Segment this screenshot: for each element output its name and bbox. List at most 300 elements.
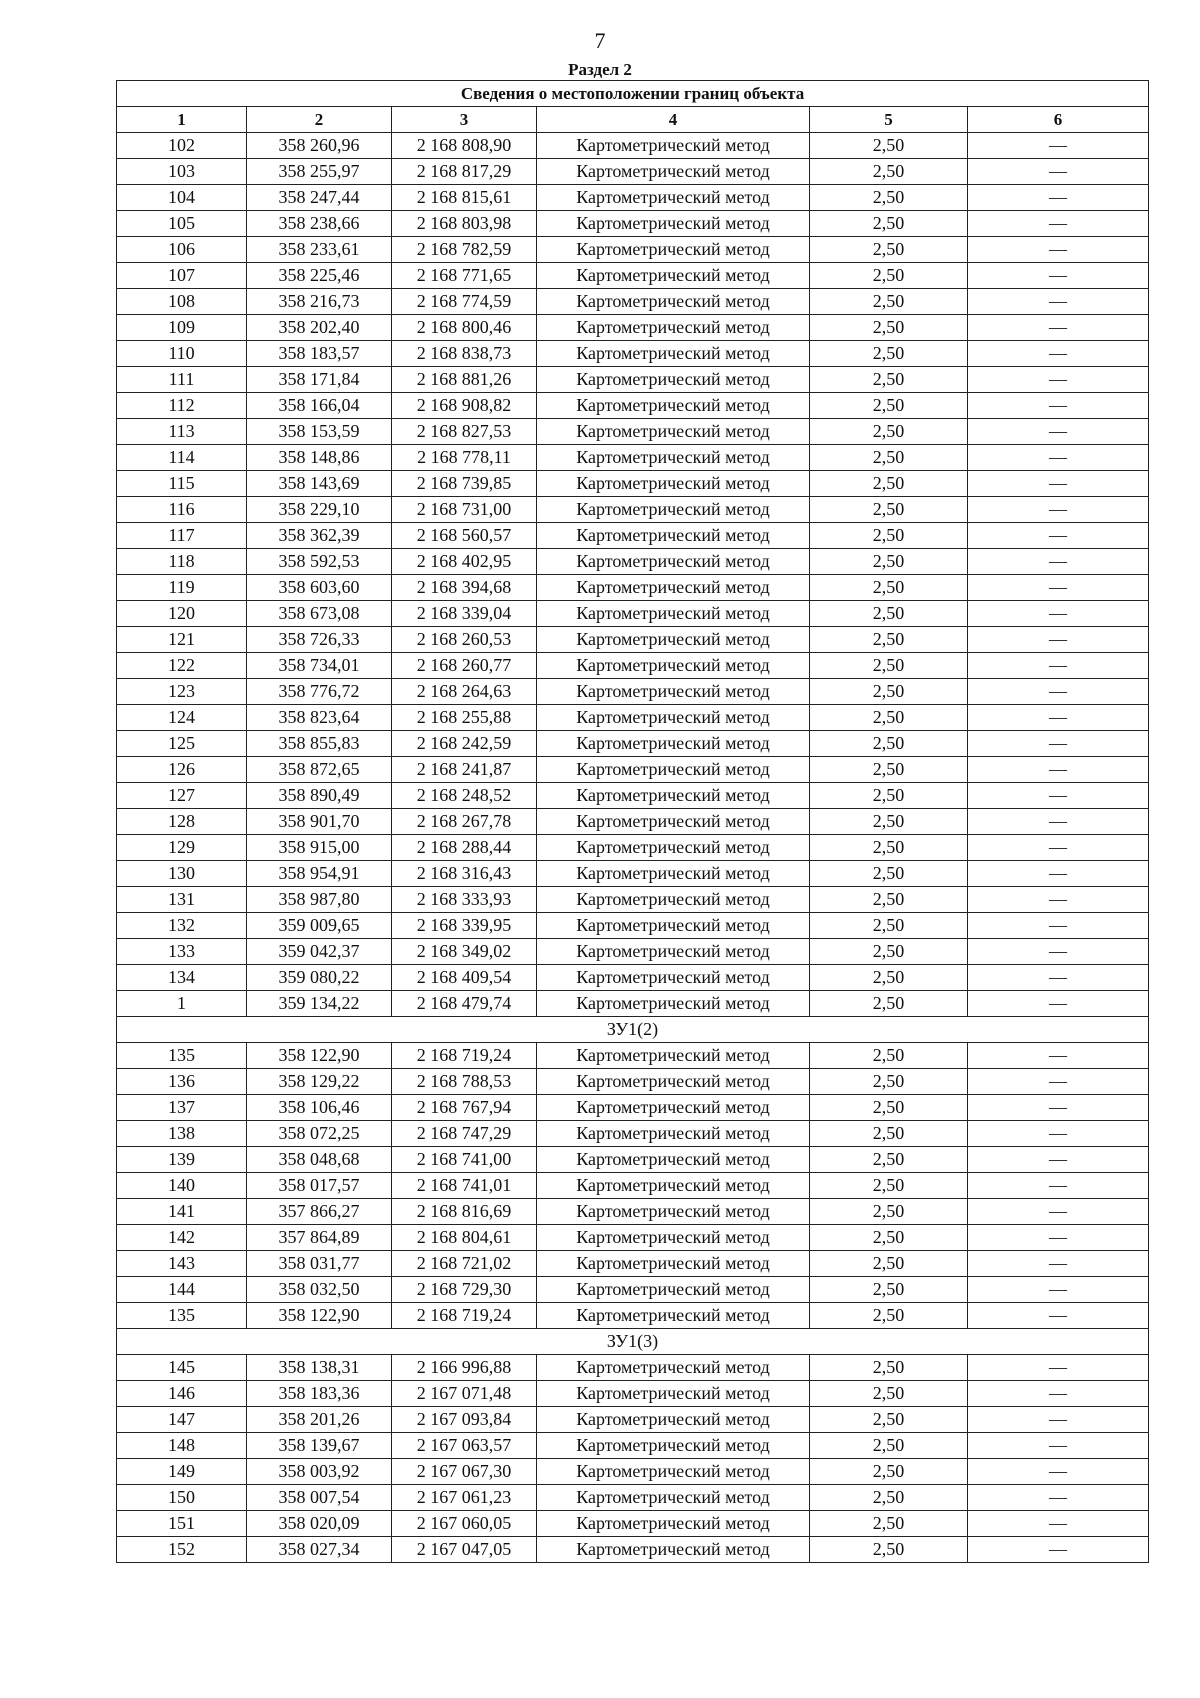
point-number-cell: 147 [117,1407,247,1433]
description-cell: — [968,393,1149,419]
table-row [117,263,1149,289]
x-coordinate-cell: 358 171,84 [247,367,392,393]
table-row [117,991,1149,1017]
description-cell: — [968,315,1149,341]
y-coordinate-cell: 2 168 816,69 [392,1199,537,1225]
y-coordinate-cell: 2 168 339,95 [392,913,537,939]
point-number-cell: 125 [117,731,247,757]
table-row [117,887,1149,913]
group-label: ЗУ1(3) [117,1329,1149,1355]
point-number-cell: 149 [117,1459,247,1485]
column-number-row [117,107,1149,133]
column-header: 4 [537,107,810,133]
point-number-cell: 152 [117,1537,247,1563]
table-row [117,1511,1149,1537]
table-row [117,1381,1149,1407]
description-cell: — [968,575,1149,601]
description-cell: — [968,731,1149,757]
accuracy-cell: 2,50 [810,289,968,315]
y-coordinate-cell: 2 168 349,02 [392,939,537,965]
point-number-cell: 140 [117,1173,247,1199]
x-coordinate-cell: 359 134,22 [247,991,392,1017]
description-cell: — [968,679,1149,705]
accuracy-cell: 2,50 [810,1407,968,1433]
point-number-cell: 119 [117,575,247,601]
point-number-cell: 138 [117,1121,247,1147]
method-cell: Картометрический метод [537,289,810,315]
y-coordinate-cell: 2 168 260,53 [392,627,537,653]
x-coordinate-cell: 358 603,60 [247,575,392,601]
x-coordinate-cell: 358 072,25 [247,1121,392,1147]
table-row [117,549,1149,575]
description-cell: — [968,1381,1149,1407]
point-number-cell: 128 [117,809,247,835]
accuracy-cell: 2,50 [810,705,968,731]
point-number-cell: 131 [117,887,247,913]
point-number-cell: 113 [117,419,247,445]
y-coordinate-cell: 2 168 242,59 [392,731,537,757]
y-coordinate-cell: 2 168 560,57 [392,523,537,549]
point-number-cell: 142 [117,1225,247,1251]
table-row [117,939,1149,965]
y-coordinate-cell: 2 168 881,26 [392,367,537,393]
table-row [117,289,1149,315]
description-cell: — [968,497,1149,523]
description-cell: — [968,991,1149,1017]
point-number-cell: 106 [117,237,247,263]
description-cell: — [968,1355,1149,1381]
table-row [117,367,1149,393]
point-number-cell: 115 [117,471,247,497]
method-cell: Картометрический метод [537,1147,810,1173]
y-coordinate-cell: 2 168 782,59 [392,237,537,263]
y-coordinate-cell: 2 168 402,95 [392,549,537,575]
method-cell: Картометрический метод [537,835,810,861]
method-cell: Картометрический метод [537,783,810,809]
description-cell: — [968,965,1149,991]
accuracy-cell: 2,50 [810,1251,968,1277]
description-cell: — [968,367,1149,393]
table-caption: Сведения о местоположении границ объекта [117,81,1149,107]
description-cell: — [968,1095,1149,1121]
description-cell: — [968,523,1149,549]
y-coordinate-cell: 2 167 093,84 [392,1407,537,1433]
description-cell: — [968,471,1149,497]
point-number-cell: 118 [117,549,247,575]
table-row [117,705,1149,731]
accuracy-cell: 2,50 [810,211,968,237]
table-row [117,601,1149,627]
accuracy-cell: 2,50 [810,1069,968,1095]
y-coordinate-cell: 2 168 729,30 [392,1277,537,1303]
x-coordinate-cell: 358 592,53 [247,549,392,575]
y-coordinate-cell: 2 168 804,61 [392,1225,537,1251]
table-row [117,1199,1149,1225]
y-coordinate-cell: 2 168 908,82 [392,393,537,419]
x-coordinate-cell: 359 042,37 [247,939,392,965]
accuracy-cell: 2,50 [810,159,968,185]
column-header: 6 [968,107,1149,133]
x-coordinate-cell: 358 901,70 [247,809,392,835]
y-coordinate-cell: 2 168 267,78 [392,809,537,835]
x-coordinate-cell: 358 031,77 [247,1251,392,1277]
description-cell: — [968,705,1149,731]
method-cell: Картометрический метод [537,367,810,393]
y-coordinate-cell: 2 168 241,87 [392,757,537,783]
method-cell: Картометрический метод [537,887,810,913]
x-coordinate-cell: 358 872,65 [247,757,392,783]
method-cell: Картометрический метод [537,861,810,887]
accuracy-cell: 2,50 [810,679,968,705]
method-cell: Картометрический метод [537,809,810,835]
y-coordinate-cell: 2 167 047,05 [392,1537,537,1563]
method-cell: Картометрический метод [537,263,810,289]
x-coordinate-cell: 358 106,46 [247,1095,392,1121]
x-coordinate-cell: 358 260,96 [247,133,392,159]
table-row [117,471,1149,497]
table-row [117,211,1149,237]
y-coordinate-cell: 2 168 316,43 [392,861,537,887]
description-cell: — [968,1199,1149,1225]
table-row [117,731,1149,757]
y-coordinate-cell: 2 168 778,11 [392,445,537,471]
page-number: 7 [594,28,606,53]
accuracy-cell: 2,50 [810,237,968,263]
accuracy-cell: 2,50 [810,497,968,523]
method-cell: Картометрический метод [537,705,810,731]
description-cell: — [968,289,1149,315]
y-coordinate-cell: 2 167 061,23 [392,1485,537,1511]
description-cell: — [968,1173,1149,1199]
accuracy-cell: 2,50 [810,1095,968,1121]
point-number-cell: 102 [117,133,247,159]
x-coordinate-cell: 358 915,00 [247,835,392,861]
table-row [117,965,1149,991]
method-cell: Картометрический метод [537,1069,810,1095]
point-number-cell: 132 [117,913,247,939]
x-coordinate-cell: 358 183,36 [247,1381,392,1407]
point-number-cell: 121 [117,627,247,653]
column-header: 3 [392,107,537,133]
method-cell: Картометрический метод [537,1043,810,1069]
method-cell: Картометрический метод [537,159,810,185]
description-cell: — [968,835,1149,861]
description-cell: — [968,1303,1149,1329]
x-coordinate-cell: 358 007,54 [247,1485,392,1511]
column-header: 1 [117,107,247,133]
y-coordinate-cell: 2 168 827,53 [392,419,537,445]
x-coordinate-cell: 358 020,09 [247,1511,392,1537]
method-cell: Картометрический метод [537,419,810,445]
point-number-cell: 107 [117,263,247,289]
accuracy-cell: 2,50 [810,549,968,575]
method-cell: Картометрический метод [537,315,810,341]
accuracy-cell: 2,50 [810,1433,968,1459]
accuracy-cell: 2,50 [810,263,968,289]
y-coordinate-cell: 2 168 767,94 [392,1095,537,1121]
y-coordinate-cell: 2 166 996,88 [392,1355,537,1381]
table-caption-row [117,81,1149,107]
description-cell: — [968,1407,1149,1433]
y-coordinate-cell: 2 168 741,00 [392,1147,537,1173]
x-coordinate-cell: 358 017,57 [247,1173,392,1199]
accuracy-cell: 2,50 [810,731,968,757]
table-row [117,783,1149,809]
y-coordinate-cell: 2 168 774,59 [392,289,537,315]
x-coordinate-cell: 357 866,27 [247,1199,392,1225]
y-coordinate-cell: 2 168 747,29 [392,1121,537,1147]
x-coordinate-cell: 358 183,57 [247,341,392,367]
x-coordinate-cell: 358 032,50 [247,1277,392,1303]
accuracy-cell: 2,50 [810,471,968,497]
table-row [117,1303,1149,1329]
method-cell: Картометрический метод [537,913,810,939]
accuracy-cell: 2,50 [810,1511,968,1537]
x-coordinate-cell: 358 003,92 [247,1459,392,1485]
table-body [117,133,1149,1563]
description-cell: — [968,1459,1149,1485]
table-row [117,1537,1149,1563]
description-cell: — [968,341,1149,367]
y-coordinate-cell: 2 168 394,68 [392,575,537,601]
description-cell: — [968,939,1149,965]
point-number-cell: 145 [117,1355,247,1381]
point-number-cell: 141 [117,1199,247,1225]
x-coordinate-cell: 358 238,66 [247,211,392,237]
point-number-cell: 135 [117,1303,247,1329]
accuracy-cell: 2,50 [810,367,968,393]
method-cell: Картометрический метод [537,1355,810,1381]
y-coordinate-cell: 2 168 255,88 [392,705,537,731]
x-coordinate-cell: 358 166,04 [247,393,392,419]
method-cell: Картометрический метод [537,653,810,679]
point-number-cell: 150 [117,1485,247,1511]
description-cell: — [968,1225,1149,1251]
point-number-cell: 122 [117,653,247,679]
method-cell: Картометрический метод [537,1121,810,1147]
table-row [117,159,1149,185]
group-label: ЗУ1(2) [117,1017,1149,1043]
point-number-cell: 112 [117,393,247,419]
method-cell: Картометрический метод [537,1537,810,1563]
x-coordinate-cell: 357 864,89 [247,1225,392,1251]
method-cell: Картометрический метод [537,627,810,653]
table-row [117,861,1149,887]
method-cell: Картометрический метод [537,133,810,159]
y-coordinate-cell: 2 168 409,54 [392,965,537,991]
x-coordinate-cell: 358 233,61 [247,237,392,263]
point-number-cell: 133 [117,939,247,965]
point-number-cell: 105 [117,211,247,237]
boundary-coordinates-table [116,80,1149,1563]
table-row [117,627,1149,653]
point-number-cell: 110 [117,341,247,367]
accuracy-cell: 2,50 [810,757,968,783]
table-row [117,523,1149,549]
accuracy-cell: 2,50 [810,1199,968,1225]
description-cell: — [968,549,1149,575]
y-coordinate-cell: 2 168 288,44 [392,835,537,861]
description-cell: — [968,861,1149,887]
y-coordinate-cell: 2 168 817,29 [392,159,537,185]
table-row [117,913,1149,939]
description-cell: — [968,1537,1149,1563]
method-cell: Картометрический метод [537,393,810,419]
table-row [117,393,1149,419]
y-coordinate-cell: 2 168 248,52 [392,783,537,809]
table-row [117,809,1149,835]
x-coordinate-cell: 358 201,26 [247,1407,392,1433]
method-cell: Картометрический метод [537,679,810,705]
accuracy-cell: 2,50 [810,523,968,549]
method-cell: Картометрический метод [537,185,810,211]
table-row [117,835,1149,861]
accuracy-cell: 2,50 [810,1173,968,1199]
x-coordinate-cell: 358 202,40 [247,315,392,341]
accuracy-cell: 2,50 [810,185,968,211]
point-number-cell: 135 [117,1043,247,1069]
x-coordinate-cell: 358 776,72 [247,679,392,705]
table-row [117,1043,1149,1069]
table-row [117,1407,1149,1433]
point-number-cell: 117 [117,523,247,549]
description-cell: — [968,809,1149,835]
y-coordinate-cell: 2 168 264,63 [392,679,537,705]
x-coordinate-cell: 358 138,31 [247,1355,392,1381]
x-coordinate-cell: 358 225,46 [247,263,392,289]
description-cell: — [968,1043,1149,1069]
column-header: 5 [810,107,968,133]
x-coordinate-cell: 358 855,83 [247,731,392,757]
point-number-cell: 143 [117,1251,247,1277]
x-coordinate-cell: 358 122,90 [247,1303,392,1329]
y-coordinate-cell: 2 168 739,85 [392,471,537,497]
x-coordinate-cell: 358 362,39 [247,523,392,549]
description-cell: — [968,1511,1149,1537]
y-coordinate-cell: 2 168 800,46 [392,315,537,341]
accuracy-cell: 2,50 [810,419,968,445]
method-cell: Картометрический метод [537,1407,810,1433]
description-cell: — [968,913,1149,939]
point-number-cell: 148 [117,1433,247,1459]
accuracy-cell: 2,50 [810,315,968,341]
accuracy-cell: 2,50 [810,1303,968,1329]
table-row [117,341,1149,367]
method-cell: Картометрический метод [537,1199,810,1225]
description-cell: — [968,1251,1149,1277]
x-coordinate-cell: 358 229,10 [247,497,392,523]
table-row [117,1433,1149,1459]
accuracy-cell: 2,50 [810,1225,968,1251]
description-cell: — [968,757,1149,783]
table-row [117,1121,1149,1147]
point-number-cell: 114 [117,445,247,471]
method-cell: Картометрический метод [537,601,810,627]
x-coordinate-cell: 358 823,64 [247,705,392,731]
point-number-cell: 103 [117,159,247,185]
accuracy-cell: 2,50 [810,965,968,991]
table-row [117,497,1149,523]
method-cell: Картометрический метод [537,497,810,523]
y-coordinate-cell: 2 168 838,73 [392,341,537,367]
point-number-cell: 130 [117,861,247,887]
description-cell: — [968,211,1149,237]
accuracy-cell: 2,50 [810,1147,968,1173]
accuracy-cell: 2,50 [810,133,968,159]
table-row [117,237,1149,263]
method-cell: Картометрический метод [537,1251,810,1277]
method-cell: Картометрический метод [537,1095,810,1121]
accuracy-cell: 2,50 [810,991,968,1017]
accuracy-cell: 2,50 [810,393,968,419]
method-cell: Картометрический метод [537,445,810,471]
accuracy-cell: 2,50 [810,1459,968,1485]
description-cell: — [968,601,1149,627]
x-coordinate-cell: 358 143,69 [247,471,392,497]
accuracy-cell: 2,50 [810,1043,968,1069]
table-row [117,1095,1149,1121]
method-cell: Картометрический метод [537,211,810,237]
point-number-cell: 146 [117,1381,247,1407]
point-number-cell: 151 [117,1511,247,1537]
y-coordinate-cell: 2 167 063,57 [392,1433,537,1459]
description-cell: — [968,419,1149,445]
description-cell: — [968,1433,1149,1459]
point-number-cell: 116 [117,497,247,523]
group-label-row [117,1017,1149,1043]
accuracy-cell: 2,50 [810,575,968,601]
x-coordinate-cell: 358 139,67 [247,1433,392,1459]
y-coordinate-cell: 2 168 721,02 [392,1251,537,1277]
method-cell: Картометрический метод [537,1303,810,1329]
accuracy-cell: 2,50 [810,913,968,939]
table-row [117,1225,1149,1251]
column-header: 2 [247,107,392,133]
y-coordinate-cell: 2 168 771,65 [392,263,537,289]
table-row [117,757,1149,783]
point-number-cell: 127 [117,783,247,809]
accuracy-cell: 2,50 [810,1381,968,1407]
point-number-cell: 108 [117,289,247,315]
y-coordinate-cell: 2 167 060,05 [392,1511,537,1537]
x-coordinate-cell: 358 954,91 [247,861,392,887]
description-cell: — [968,159,1149,185]
x-coordinate-cell: 358 255,97 [247,159,392,185]
x-coordinate-cell: 358 148,86 [247,445,392,471]
point-number-cell: 109 [117,315,247,341]
table-row [117,419,1149,445]
method-cell: Картометрический метод [537,731,810,757]
point-number-cell: 134 [117,965,247,991]
x-coordinate-cell: 359 009,65 [247,913,392,939]
method-cell: Картометрический метод [537,237,810,263]
table-row [117,315,1149,341]
method-cell: Картометрический метод [537,1433,810,1459]
method-cell: Картометрический метод [537,1459,810,1485]
accuracy-cell: 2,50 [810,653,968,679]
x-coordinate-cell: 358 216,73 [247,289,392,315]
table-row [117,1355,1149,1381]
point-number-cell: 137 [117,1095,247,1121]
point-number-cell: 120 [117,601,247,627]
description-cell: — [968,627,1149,653]
table-row [117,133,1149,159]
x-coordinate-cell: 358 048,68 [247,1147,392,1173]
method-cell: Картометрический метод [537,757,810,783]
accuracy-cell: 2,50 [810,835,968,861]
table-row [117,653,1149,679]
y-coordinate-cell: 2 168 333,93 [392,887,537,913]
